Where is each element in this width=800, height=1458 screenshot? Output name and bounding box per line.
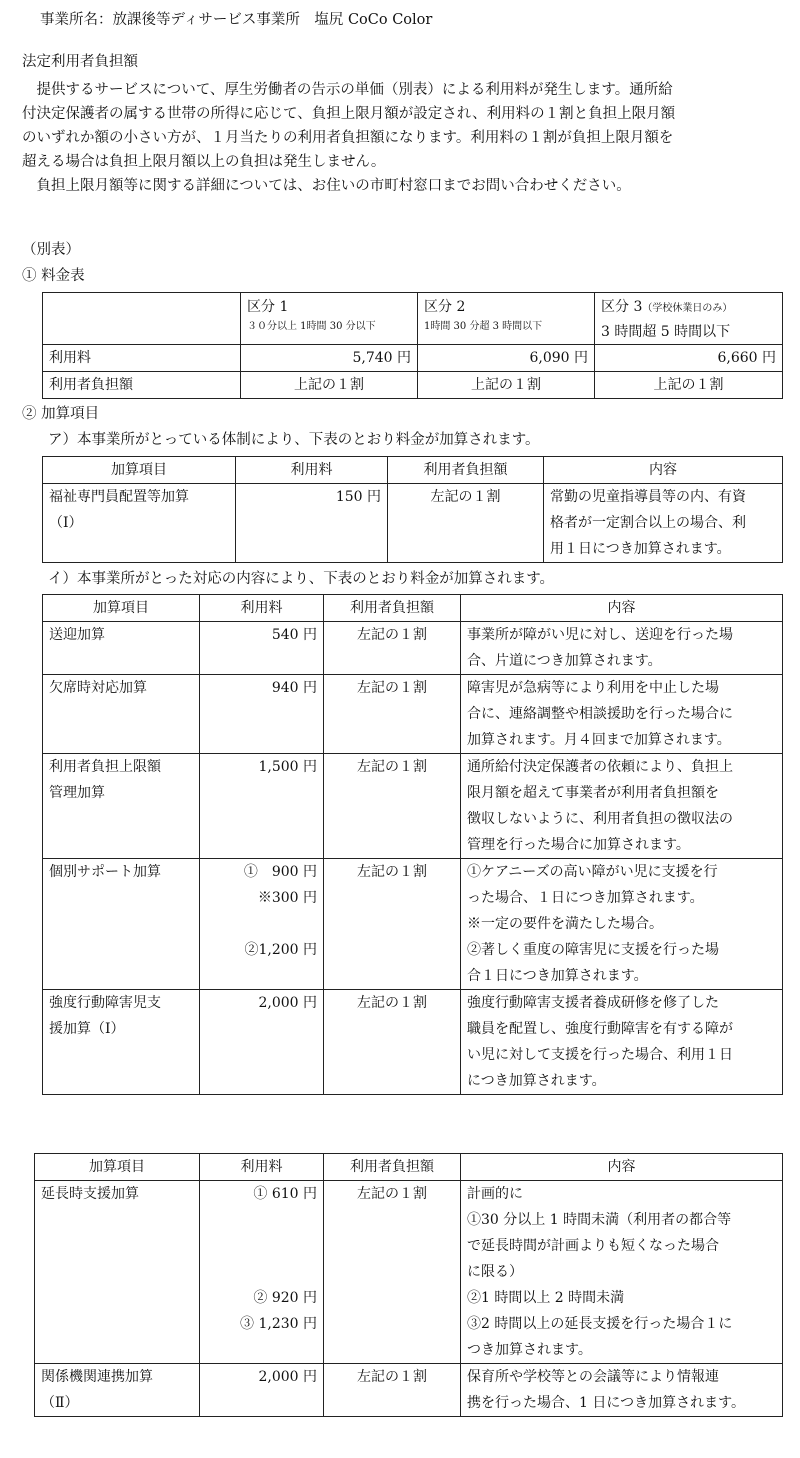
header-burden: 利用者負担額 <box>388 457 544 484</box>
burden-cell: 左記の１割 <box>324 675 461 754</box>
item-cell: 延長時支援加算 <box>35 1181 200 1364</box>
intro-line: 超える場合は負担上限月額以上の負担は発生しません。 <box>22 154 386 170</box>
header-fee: 利用料 <box>200 595 324 622</box>
table-row <box>35 1181 783 1364</box>
burden-cell: 左記の１割 <box>324 859 461 990</box>
item-cell: 強度行動障害児支 援加算（Ⅰ） <box>43 990 200 1095</box>
fee-value: 上記の１割 <box>595 372 783 399</box>
item-cell: 関係機関連携加算 （Ⅱ） <box>35 1364 200 1417</box>
content-cell: 強度行動障害支援者養成研修を修了した 職員を配置し、強度行動障害を有する障が い児に対して支援を行った場合、利用１日 につき加算されます。 <box>461 990 783 1095</box>
header-item: 加算項目 <box>43 595 200 622</box>
burden-cell: 左記の１割 <box>324 1181 461 1364</box>
fee-col-header: 区分 1 ３０分以上 1時間 30 分以下 <box>241 293 418 345</box>
fee-cell: ① 610 円 ② 920 円 ③ 1,230 円 <box>200 1181 324 1364</box>
appendix-label: （別表） <box>22 242 80 258</box>
table-b <box>42 594 783 1095</box>
table-row <box>43 990 783 1095</box>
fee-table-heading: ① 料金表 <box>22 268 85 284</box>
fee-cell: 1,500 円 <box>200 754 324 859</box>
burden-cell: 左記の１割 <box>324 1364 461 1417</box>
content-cell: 計画的に ①30 分以上 1 時間未満（利用者の都合等 で延長時間が計画よりも短くなった場合 に限る） ②1 時間以上 2 時間未満 ③2 時間以上の延長支援を行った場合１に つき加算されます。 <box>461 1181 783 1364</box>
fee-value: 6,660 円 <box>595 345 783 372</box>
item-cell: 利用者負担上限額 管理加算 <box>43 754 200 859</box>
content-cell: ①ケアニーズの高い障がい児に支援を行 った場合、１日につき加算されます。 ※一定の要件を満たした場合。 ②著しく重度の障害児に支援を行った場 合１日につき加算されます。 <box>461 859 783 990</box>
item-cell: 欠席時対応加算 <box>43 675 200 754</box>
fee-cell: 540 円 <box>200 622 324 675</box>
fee-row <box>43 345 783 372</box>
intro-line: のいずれか額の小さい方が、１月当たりの利用者負担額になります。利用料の１割が負担上限月額を <box>22 130 674 146</box>
intro-line: 提供するサービスについて、厚生労働者の告示の単価（別表）による利用料が発生します。通所給 <box>22 82 673 98</box>
fee-cell: 2,000 円 <box>200 1364 324 1417</box>
fee-cell: 150 円 <box>236 484 388 563</box>
header-content: 内容 <box>461 595 783 622</box>
table-row <box>43 859 783 990</box>
fee-col-header: 区分 2 1時間 30 分超 3 時間以下 <box>418 293 595 345</box>
content-cell: 常勤の児童指導員等の内、有資 格者が一定割合以上の場合、利 用１日につき加算されます。 <box>544 484 783 563</box>
fee-cell: 940 円 <box>200 675 324 754</box>
table-a-caption: ア）本事業所がとっている体制により、下表のとおり料金が加算されます。 <box>48 432 540 448</box>
content-cell: 保育所や学校等との会議等により情報連 携を行った場合、1 日につき加算されます。 <box>461 1364 783 1417</box>
add-items-heading: ② 加算項目 <box>22 406 100 422</box>
burden-cell: 左記の１割 <box>388 484 544 563</box>
table-row <box>43 754 783 859</box>
fee-value: 6,090 円 <box>418 345 595 372</box>
table-a <box>42 456 783 563</box>
table-row <box>35 1364 783 1417</box>
item-cell: 福祉専門員配置等加算 （Ⅰ） <box>43 484 236 563</box>
item-cell: 送迎加算 <box>43 622 200 675</box>
header-fee: 利用料 <box>200 1154 324 1181</box>
item-cell: 個別サポート加算 <box>43 859 200 990</box>
fee-table <box>42 292 783 399</box>
intro-line: 付決定保護者の属する世帯の所得に応じて、負担上限月額が設定され、利用料の１割と負担上限月額 <box>22 106 676 122</box>
fee-row-label: 利用者負担額 <box>43 372 241 399</box>
fee-row-label: 利用料 <box>43 345 241 372</box>
fee-value: 5,740 円 <box>241 345 418 372</box>
burden-cell: 左記の１割 <box>324 754 461 859</box>
table-b-caption: イ）本事業所がとった対応の内容により、下表のとおり料金が加算されます。 <box>48 571 555 587</box>
table-row <box>43 622 783 675</box>
burden-cell: 左記の１割 <box>324 990 461 1095</box>
table-c <box>34 1153 783 1417</box>
fee-cell: 2,000 円 <box>200 990 324 1095</box>
header-item: 加算項目 <box>35 1154 200 1181</box>
content-cell: 事業所が障がい児に対し、送迎を行った場 合、片道につき加算されます。 <box>461 622 783 675</box>
fee-row <box>43 372 783 399</box>
content-cell: 障害児が急病等により利用を中止した場 合に、連絡調整や相談援助を行った場合に 加算されます。月４回まで加算されます。 <box>461 675 783 754</box>
section-title: 法定利用者負担額 <box>22 54 138 70</box>
table-row <box>43 675 783 754</box>
header-content: 内容 <box>544 457 783 484</box>
fee-col-header: 区分 3（学校休業日のみ） 3 時間超 5 時間以下 <box>595 293 783 345</box>
fee-value: 上記の１割 <box>241 372 418 399</box>
fee-value: 上記の１割 <box>418 372 595 399</box>
table-row <box>43 484 783 563</box>
fee-cell: ① 900 円 ※300 円 ②1,200 円 <box>200 859 324 990</box>
header-content: 内容 <box>461 1154 783 1181</box>
header-item: 加算項目 <box>43 457 236 484</box>
header-burden: 利用者負担額 <box>324 1154 461 1181</box>
intro-line: 負担上限月額等に関する詳細については、お住いの市町村窓口までお問い合わせください。 <box>22 178 631 194</box>
header-burden: 利用者負担額 <box>324 595 461 622</box>
content-cell: 通所給付決定保護者の依頼により、負担上 限月額を超えて事業者が利用者負担額を 徴収しないように、利用者負担の徴収法の 管理を行った場合に加算されます。 <box>461 754 783 859</box>
burden-cell: 左記の１割 <box>324 622 461 675</box>
intro-paragraph <box>22 78 762 198</box>
fee-table-corner <box>43 293 241 345</box>
facility-name: 事業所名：放課後等ディサービス事業所 塩尻 CoCo Color <box>40 12 433 28</box>
header-fee: 利用料 <box>236 457 388 484</box>
